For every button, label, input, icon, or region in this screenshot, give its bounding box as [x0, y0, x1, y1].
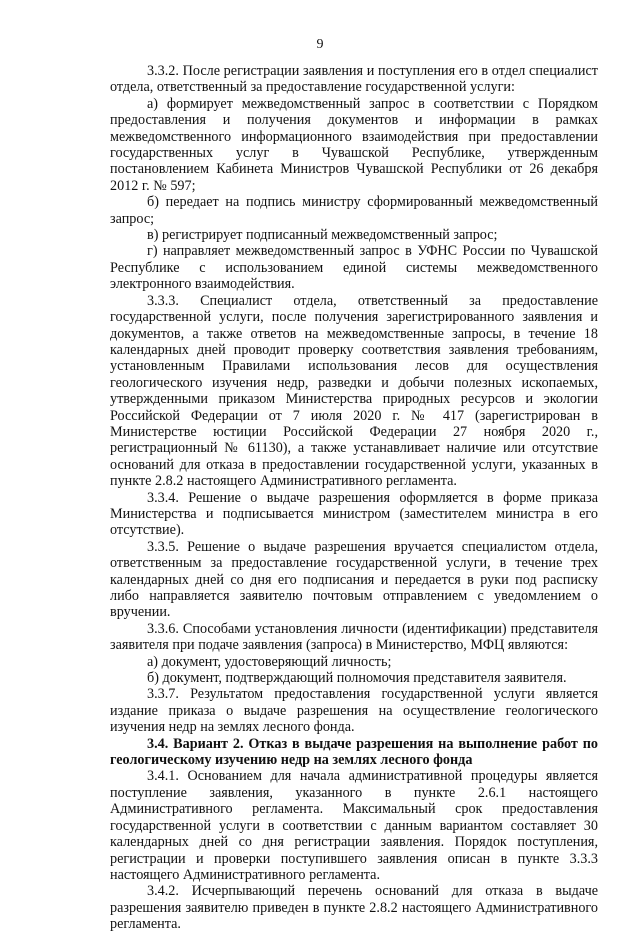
paragraph-3-3-7: 3.3.7. Результатом предоставления государственной услуги является издание приказа о выдаче разрешения на осуществление геологического изучения недр на землях лесного фонда.: [110, 686, 598, 736]
paragraph-item-v: в) регистрирует подписанный межведомственный запрос;: [147, 227, 498, 244]
paragraph-item-b: б) передает на подпись министру сформированный межведомственный запрос;: [110, 194, 598, 227]
section-heading-3-4: 3.4. Вариант 2. Отказ в выдаче разрешения на выполнение работ по геологическому изучению недр на землях лесного фонда: [110, 735, 598, 769]
page-number: 9: [316, 37, 324, 52]
document-body: [110, 63, 598, 933]
paragraph-3-3-6: 3.3.6. Способами установления личности (идентификации) представителя заявителя при подаче заявления (запроса) в Министерство, МФЦ являются:: [110, 620, 598, 654]
paragraph-3-3-2: 3.3.2. После регистрации заявления и поступления его в отдел специалист отдела, ответственный за предоставление государственной услуги:: [110, 63, 598, 96]
paragraph-3-3-3: 3.3.3. Специалист отдела, ответственный за предоставление государственной услуги, после получения зарегистрированного заявления и документов, а также ответов на межведомственные запросы, в течение 18 календарных дней проводит проверку соответствия заявления требованиям, установленным Правилами использования лесов для осуществления геологического изучения недр, разведки и добычи полезных ископаемых, утвержденными приказом Министерства природных ресурсов и экологии Российской Федерации от 7 июля 2020 г. № 417 (зарегистрирован в Министерстве юстиции Российской Федерации 27 ноября 2020 г., регистрационный № 61130), а также устанавливает наличие или отсутствие оснований для отказа в предоставлении государственной услуги, указанных в пункте 2.8.2 настоящего Административного регламента.: [110, 292, 598, 490]
paragraph-id-item-b: б) документ, подтверждающий полномочия представителя заявителя.: [147, 670, 567, 687]
paragraph-3-3-4: 3.3.4. Решение о выдаче разрешения оформляется в форме приказа Министерства и подписывается министром (заместителем министра в его отсутствие).: [110, 489, 598, 539]
paragraph-id-item-a: а) документ, удостоверяющий личность;: [147, 653, 392, 670]
paragraph-item-g: г) направляет межведомственный запрос в УФНС России по Чувашской Республике с использованием единой системы межведомственного электронного взаимодействия.: [110, 243, 598, 293]
paragraph-3-4-1: 3.4.1. Основанием для начала административной процедуры является поступление заявления, указанного в пункте 2.6.1 настоящего Административного регламента. Максимальный срок предоставления государственной услуги в соответствии с данным вариантом составляет 30 календарных дней со дня регистрации заявления. Порядок поступления, регистрации и проверки поступившего заявления описан в пункте 3.3.3 настоящего Административного регламента.: [110, 768, 598, 883]
paragraph-item-a: а) формирует межведомственный запрос в соответствии с Порядком предоставления и получения документов и информации в рамках межведомственного информационного взаимодействия при предоставлении государственных услуг в Чувашской Республике, утвержденным постановлением Кабинета Министров Чувашской Республики от 26 декабря 2012 г. № 597;: [110, 95, 598, 194]
paragraph-3-3-5: 3.3.5. Решение о выдаче разрешения вручается специалистом отдела, ответственным за предоставление государственной услуги, в течение трех календарных дней со дня его подписания и передается в руки под расписку либо направляется заявителю почтовым отправлением с уведомлением о вручении.: [110, 538, 598, 621]
paragraph-3-4-2: 3.4.2. Исчерпывающий перечень оснований для отказа в выдаче разрешения заявителю приведен в пункте 2.8.2 настоящего Административного регламента.: [110, 883, 598, 933]
